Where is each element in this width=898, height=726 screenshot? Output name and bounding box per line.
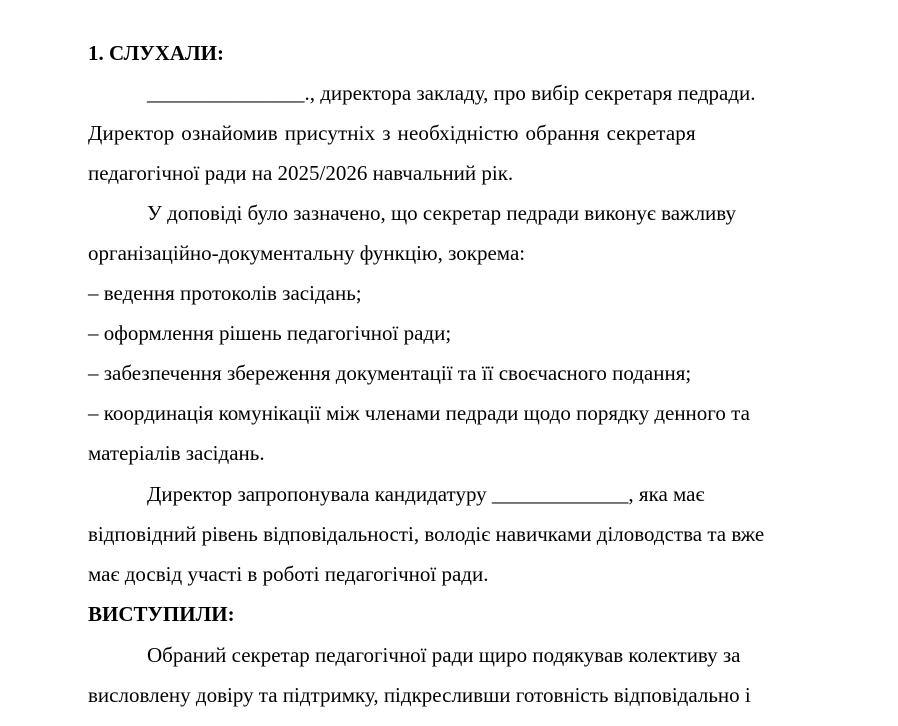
list-item: – координація комунікації між членами педради щодо порядку денного та xyxy=(88,401,750,425)
paragraph-line: Директор запропонувала кандидатуру _____________, яка має xyxy=(147,482,705,506)
paragraph-line: має досвід участі в роботі педагогічної ради. xyxy=(88,562,489,586)
paragraph-line: У доповіді було зазначено, що секретар педради виконує важливу xyxy=(147,201,736,225)
section-heading-spoke: ВИСТУПИЛИ: xyxy=(88,602,235,626)
list-item: – забезпечення збереження документації та її своєчасного подання; xyxy=(88,361,692,385)
paragraph-line: _______________., директора закладу, про вибір секретаря педради. xyxy=(147,81,756,105)
paragraph-line: відповідний рівень відповідальності, володіє навичками діловодства та вже xyxy=(88,522,765,546)
list-item: – ведення протоколів засідань; xyxy=(88,281,362,305)
list-item-continuation: матеріалів засідань. xyxy=(88,441,265,465)
paragraph-line: Директор ознайомив присутніх з необхідністю обрання секретаря xyxy=(88,121,696,145)
paragraph-line: організаційно-документальну функцію, зокрема: xyxy=(88,241,526,265)
paragraph-line: Обраний секретар педагогічної ради щиро подякував колективу за xyxy=(147,643,741,667)
section-heading-heard: 1. СЛУХАЛИ: xyxy=(88,41,225,65)
paragraph-line: висловлену довіру та підтримку, підкресливши готовність відповідально і xyxy=(88,683,751,707)
paragraph-line: педагогічної ради на 2025/2026 навчальний рік. xyxy=(88,161,514,185)
list-item: – оформлення рішень педагогічної ради; xyxy=(88,321,452,345)
